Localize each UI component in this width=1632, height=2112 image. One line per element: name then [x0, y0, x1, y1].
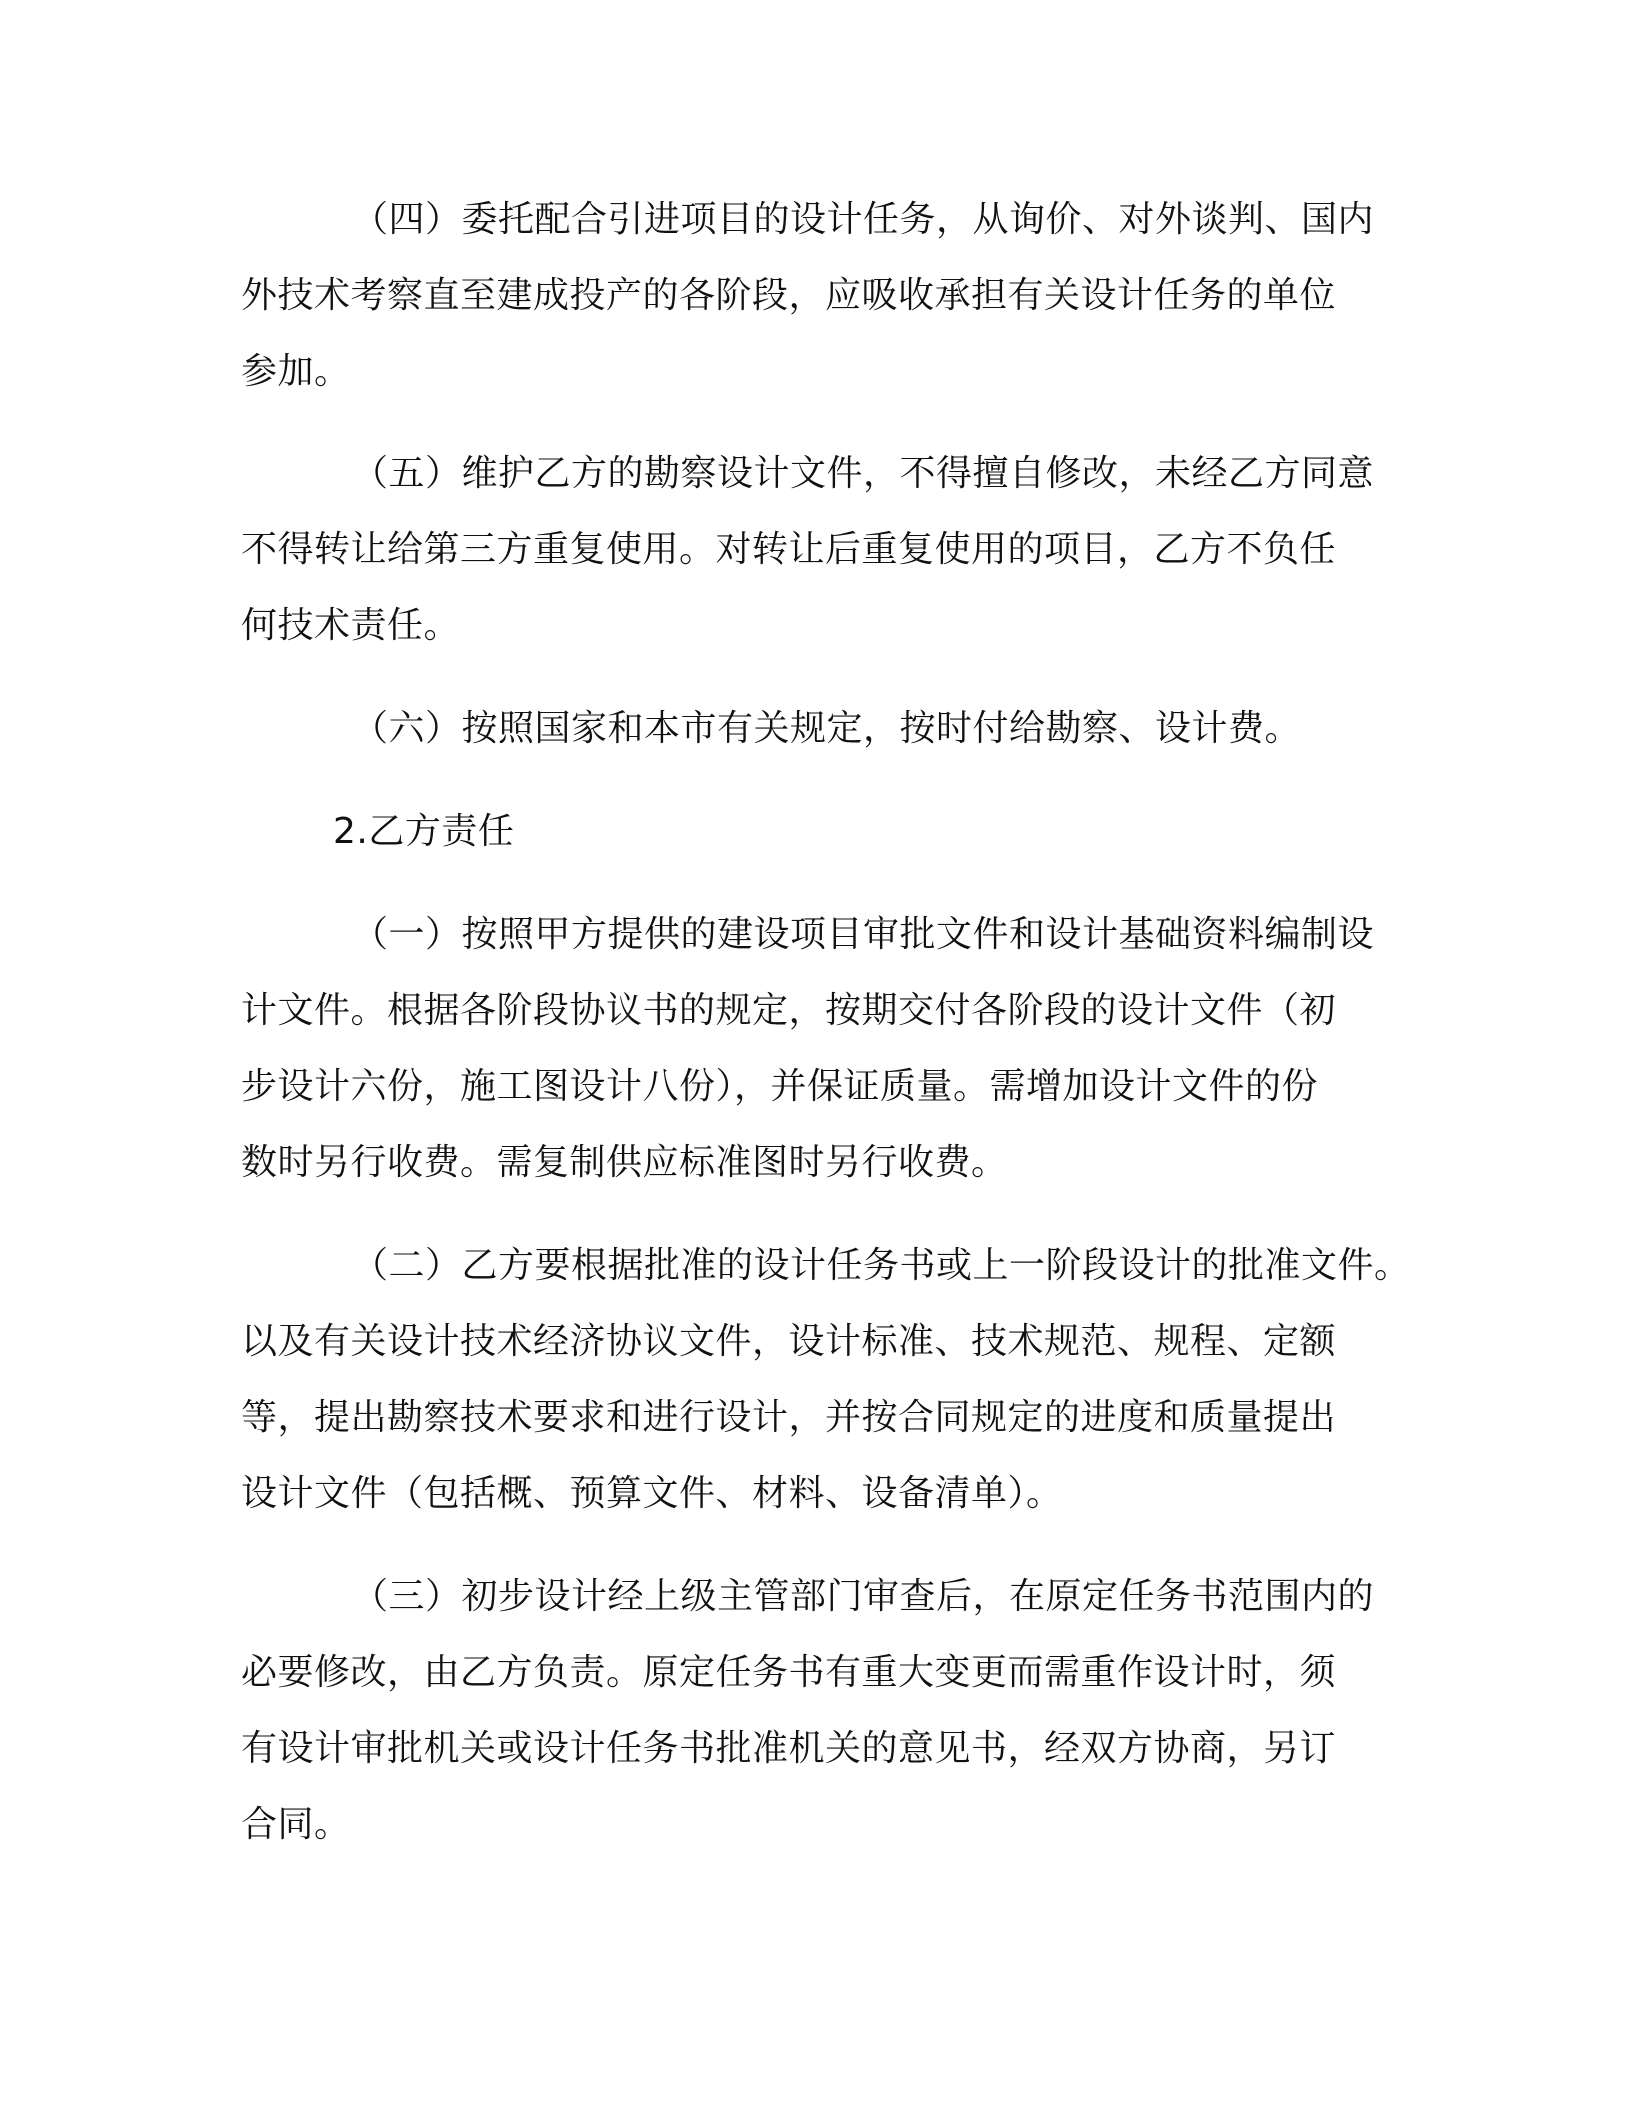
- paragraph-b2-line-3: 等，提出勘察技术要求和进行设计，并按合同规定的进度和质量提出: [241, 1397, 1337, 1438]
- paragraph-4-line-2: 外技术考察直至建成投产的各阶段，应吸收承担有关设计任务的单位: [241, 275, 1337, 316]
- paragraph-b2-line-2: 以及有关设计技术经济协议文件，设计标准、技术规范、规程、定额: [241, 1321, 1337, 1362]
- paragraph-b3-line-1: （三）初步设计经上级主管部门审查后，在原定任务书范围内的: [352, 1576, 1375, 1617]
- paragraph-b1-line-3: 步设计六份，施工图设计八份），并保证质量。需增加设计文件的份: [241, 1066, 1319, 1107]
- paragraph-5-line-2: 不得转让给第三方重复使用。对转让后重复使用的项目，乙方不负任: [241, 529, 1337, 570]
- paragraph-b2-line-4: 设计文件（包括概、预算文件、材料、设备清单）。: [241, 1473, 1063, 1514]
- paragraph-5-line-3: 何技术责任。: [241, 605, 461, 646]
- paragraph-4-line-1: （四）委托配合引进项目的设计任务，从询价、对外谈判、国内: [352, 199, 1375, 240]
- paragraph-b3-line-3: 有设计审批机关或设计任务书批准机关的意见书，经双方协商，另订: [241, 1728, 1337, 1769]
- paragraph-5-line-1: （五）维护乙方的勘察设计文件，不得擅自修改，未经乙方同意: [352, 453, 1375, 494]
- paragraph-b1-line-2: 计文件。根据各阶段协议书的规定，按期交付各阶段的设计文件（初: [241, 990, 1337, 1031]
- paragraph-b3-line-2: 必要修改，由乙方负责。原定任务书有重大变更而需重作设计时，须: [241, 1652, 1337, 1693]
- paragraph-b2-line-1: （二）乙方要根据批准的设计任务书或上一阶段设计的批准文件。: [352, 1245, 1411, 1286]
- paragraph-4-line-3: 参加。: [241, 351, 351, 392]
- paragraph-b1-line-4: 数时另行收费。需复制供应标准图时另行收费。: [241, 1142, 1008, 1183]
- paragraph-b3-line-4: 合同。: [241, 1804, 351, 1845]
- paragraph-b1-line-1: （一）按照甲方提供的建设项目审批文件和设计基础资料编制设: [352, 914, 1375, 955]
- section-heading: 2.乙方责任: [333, 811, 515, 852]
- paragraph-6-line-1: （六）按照国家和本市有关规定，按时付给勘察、设计费。: [352, 708, 1302, 749]
